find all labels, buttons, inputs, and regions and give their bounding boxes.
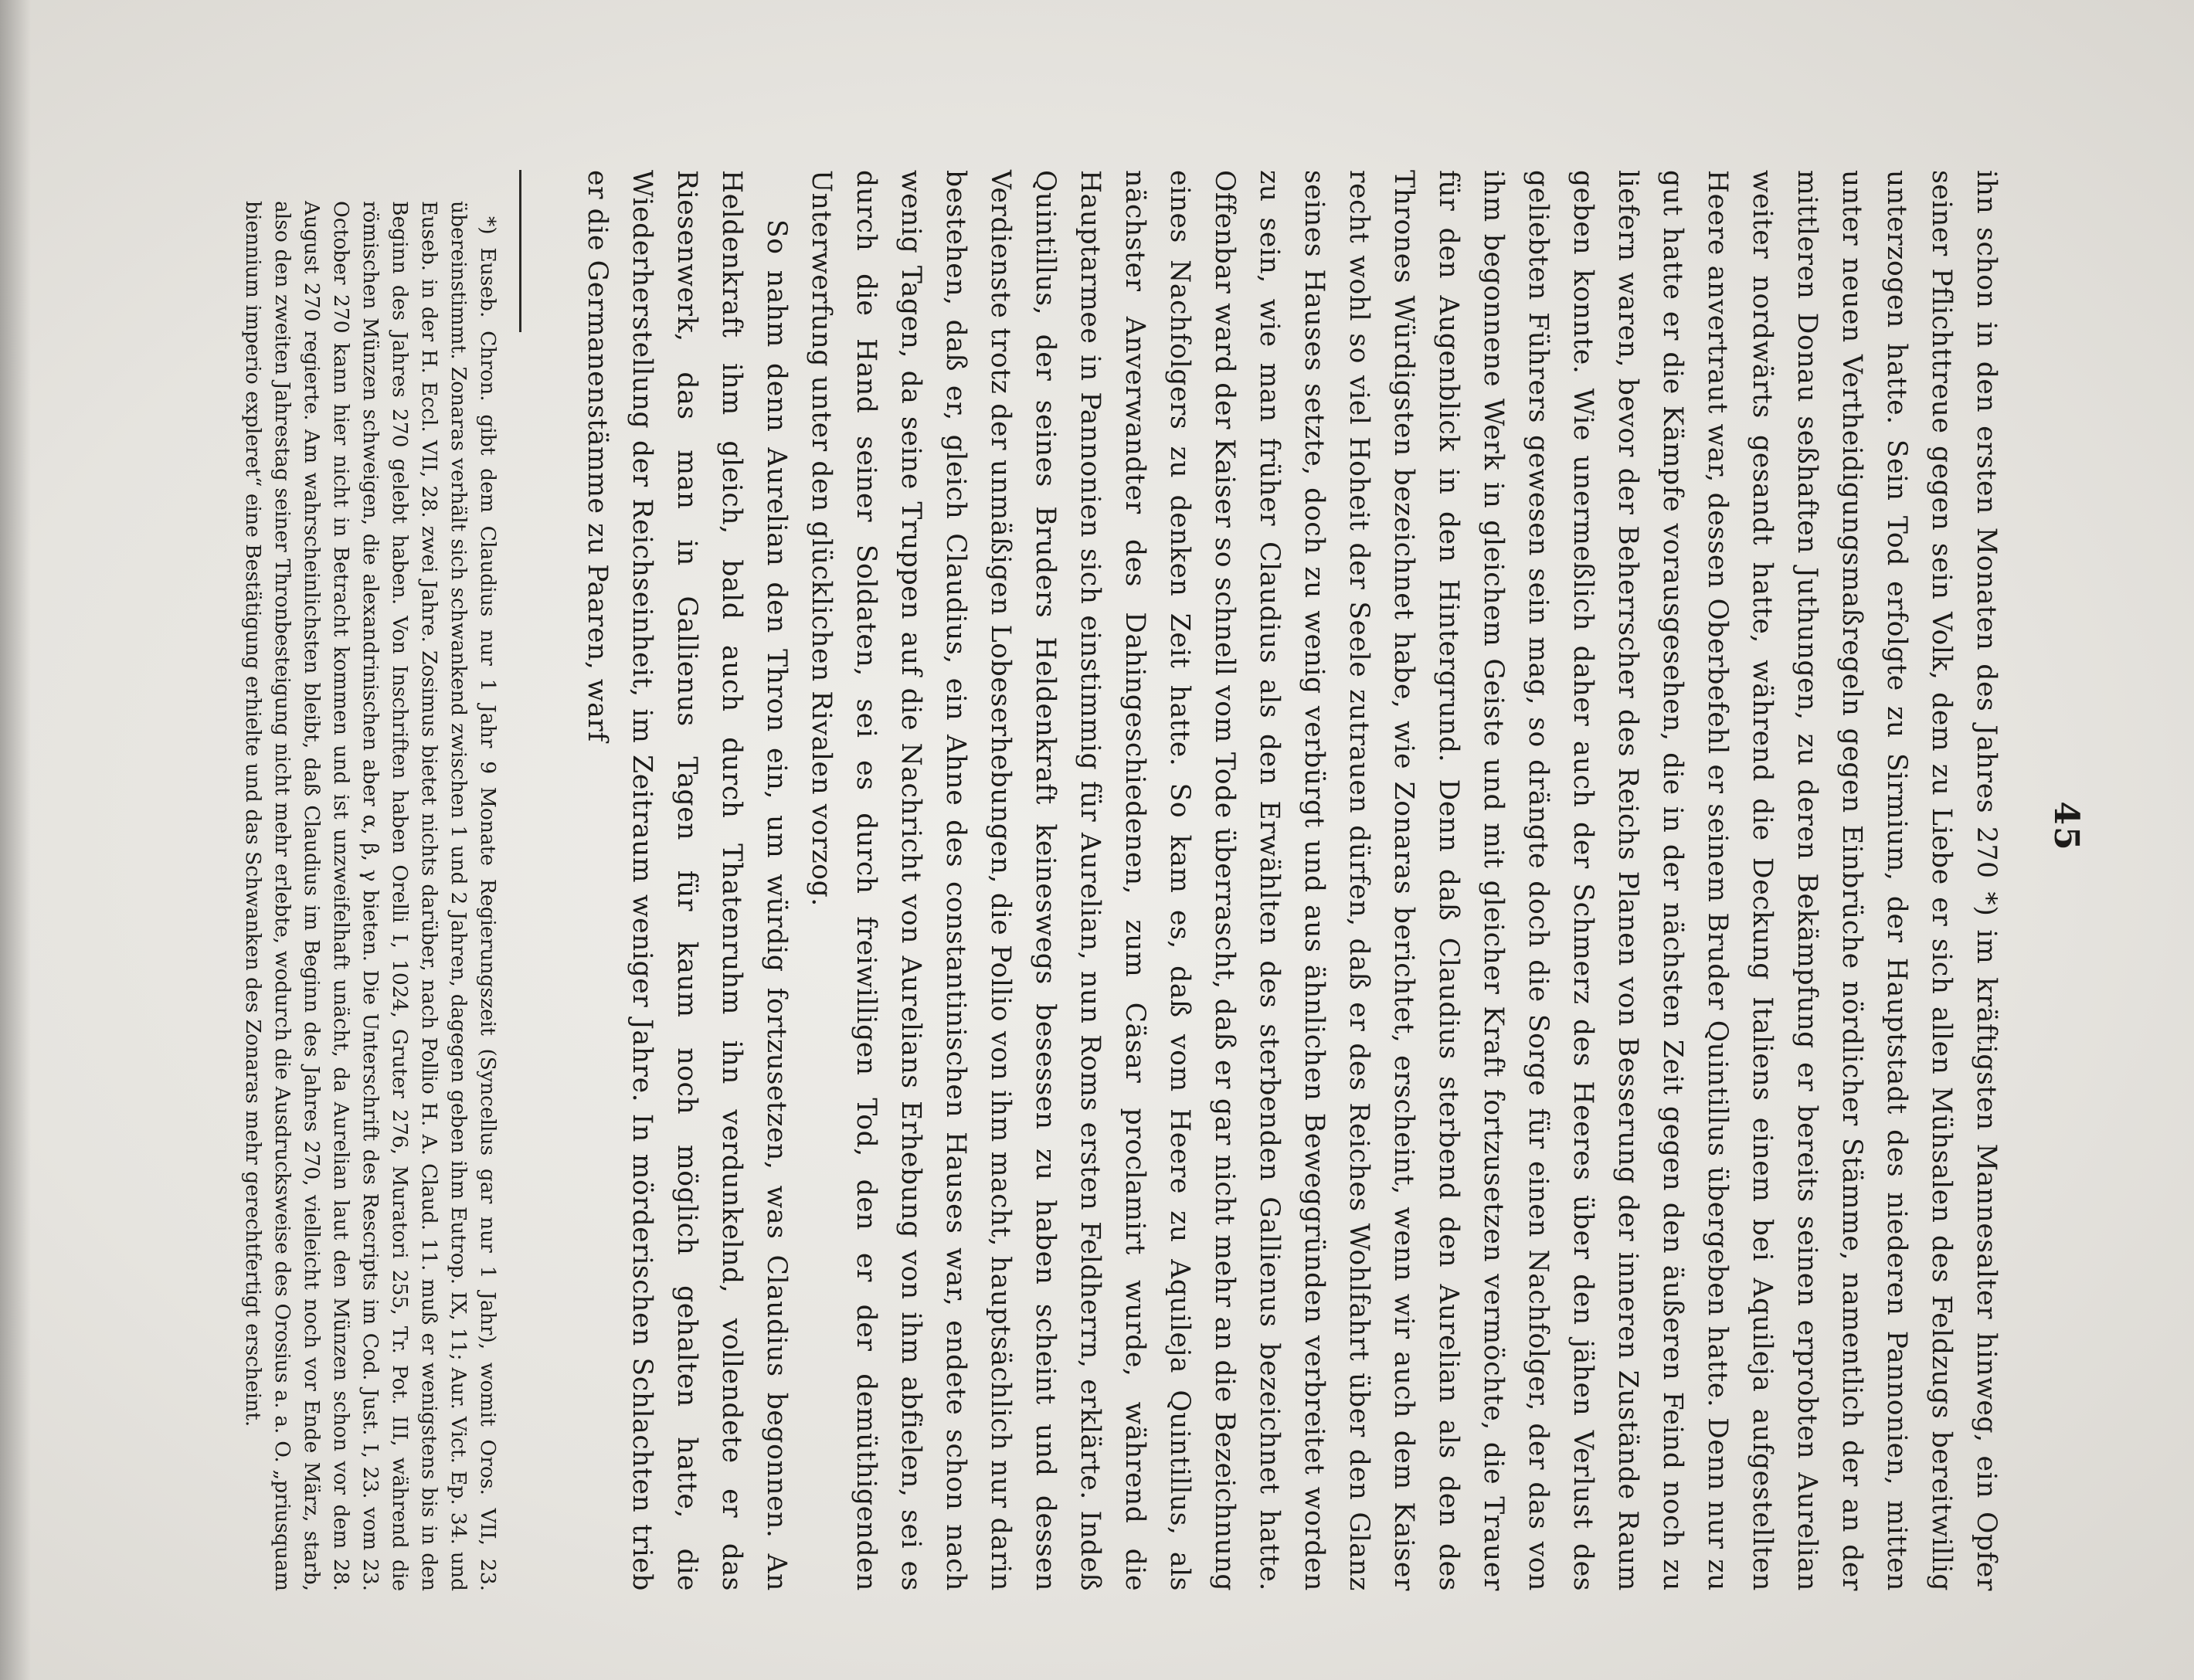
paragraph-2: So nahm denn Aurelian den Thron ein, um würdig fortzusetzen, was Claudius begonnen. An Heldenkraft ihm gleich, bald auch durch Thatenruhm ihn verdunkelnd, vollendete er das Riesenwerk, das man in Gallienus Tagen für kaum noch möglich gehalten hatte, die Wiederherstellung der Reichseinheit, im Zeitraum weniger Jahre. In mörderischen Schlachten trieb er die Germanenstämme zu Paaren, warf — [582, 170, 792, 1591]
paragraph-1: ihn schon in den ersten Monaten des Jahres 270 *) im kräftigsten Mannesalter hinweg, ein Opfer seiner Pflichttreue gegen sein Volk, dem zu Liebe er sich allen Mühsalen des Feldzugs bereitwillig unterzogen hatte. Sein Tod erfolgte zu Sirmium, der Hauptstadt des niederen Pannonien, mitten unter neuen Vertheidigungsmaßregeln gegen Einbrüche nördlicher Stämme, namentlich der an der mittleren Donau seßhaften Juthungen, zu deren Bekämpfung er bereits seinen erprobten Aurelian weiter nordwärts gesandt hatte, während die Deckung Italiens einem bei Aquileja aufgestellten Heere anvertraut war, dessen Oberbefehl er seinem Bruder Quintillus übergeben hatte. Denn nur zu gut hatte er die Kämpfe vorausgesehen, die in der nächsten Zeit gegen den äußeren Feind noch zu liefern waren, bevor der Beherrscher des Reichs Planen von Besserung der inneren Zustände Raum geben konnte. Wie unermeßlich daher auch der Schmerz des Heeres über den jähen Verlust des geliebten Führers gewesen sein mag, so drängte doch die Sorge für einen Nachfolger, der das von ihm begonnene Werk in gleichem Geiste und mit gleicher Kraft fortzusetzen vermöchte, die Trauer für den Augenblick in den Hintergrund. Denn daß Claudius sterbend den Aurelian als den des Thrones Würdigsten bezeichnet habe, wie Zonaras berichtet, erscheint, wenn wir auch dem Kaiser recht wohl so viel Hoheit der Seele zutrauen dürfen, daß er des Reiches Wohlfahrt über den Glanz seines Hauses setzte, doch zu wenig verbürgt und aus ähnlichen Beweggründen verbreitet worden zu sein, wie man früher Claudius als den Erwählten des sterbenden Gallienus bezeichnet hatte. Offenbar ward der Kaiser so schnell vom Tode überrascht, daß er gar nicht mehr an die Bezeichnung eines Nachfolgers zu denken Zeit hatte. So kam es, daß vom Heere zu Aquileja Quintillus, als nächster Anverwandter des Dahingeschiedenen, zum Cäsar proclamirt wurde, während die Hauptarmee in Pannonien sich einstimmig für Aurelian, nun Roms ersten Feldherrn, erklärte. Indeß Quintillus, der seines Bruders Heldenkraft keineswegs besessen zu haben scheint und dessen Verdienste trotz der unmäßigen Lobeserhebungen, die Pollio von ihm macht, hauptsächlich nur darin bestehen, daß er, gleich Claudius, ein Ahne des constantinischen Hauses war, endete schon nach wenig Tagen, da seine Truppen auf die Nachricht von Aurelians Erhebung von ihm abfielen, sei es durch die Hand seiner Soldaten, sei es durch freiwilligen Tod, den er der demüthigenden Unterwerfung unter den glücklichen Rivalen vorzog. — [806, 170, 2002, 1591]
main-text — [575, 170, 2009, 1591]
footnote: *) Euseb. Chron. gibt dem Claudius nur 1 Jahr 9 Monate Regierungszeit (Syncellus gar nur 1 Jahr), womit Oros. VII, 23. übereinstimmt. Zonaras verhält sich schwankend zwischen 1 und 2 Jahren, dagegen geben ihm Eutrop. IX, 11; Aur. Vict. Ep. 34. und Euseb. in der H. Eccl. VII, 28. zwei Jahre. Zosimus bietet nichts darüber, nach Pollio H. A. Claud. 11. muß er wenigstens bis in den Beginn des Jahres 270 gelebt haben. Von Inschriften haben Orelli I, 1024, Gruter 276, Muratori 255, Tr. Pot. III, während die römischen Münzen schweigen, die alexandrinischen aber α, β, γ bieten. Die Unterschrift des Rescripts im Cod. Just. I, 23. vom 23. October 270 kann hier nicht in Betracht kommen und ist unzweifelhaft unächt, da Aurelian laut den Münzen schon vor dem 28. August 270 regierte. Am wahrscheinlichsten bleibt, daß Claudius im Beginn des Jahres 270, vielleicht noch vor Ende März, starb, also den zweiten Jahrestag seiner Thronbesteigung nicht mehr erlebte, wodurch die Ausdrucksweise des Orosius a. a. O. „priusquam biennium imperio expleret“ eine Bestätigung erhielte und das Schwanken des Zonaras mehr gerechtfertigt erscheint. — [241, 201, 500, 1591]
binding-shadow — [0, 0, 31, 1680]
footnote-rule — [519, 170, 521, 332]
page-number: 45 — [2046, 801, 2086, 852]
rotated-book-page — [77, 85, 2086, 1591]
